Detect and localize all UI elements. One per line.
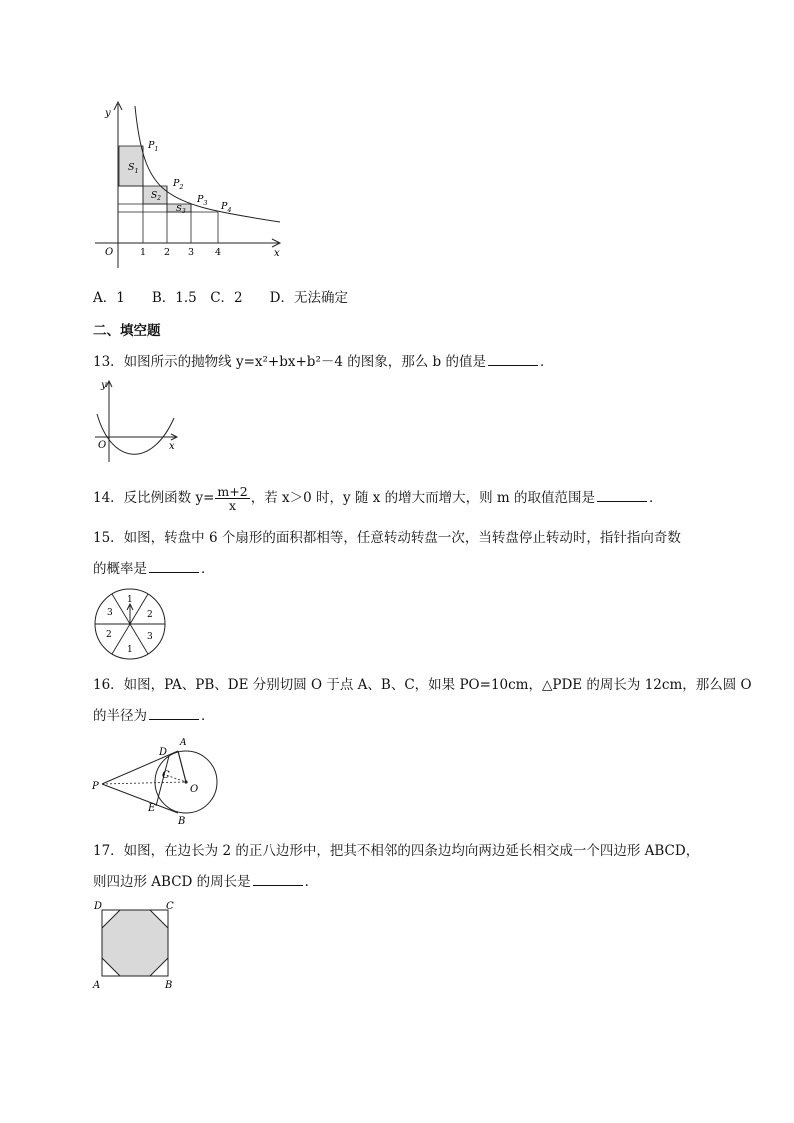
figure-spinner xyxy=(92,587,172,663)
figure-hyperbola-rectangles xyxy=(90,98,290,278)
sector-label: 3 xyxy=(147,632,153,642)
answer-blank xyxy=(488,353,538,366)
octagon xyxy=(102,910,168,976)
label-c: C xyxy=(166,901,174,912)
figure-octagon-square xyxy=(90,898,182,990)
question-15-line1: 15．如图，转盘中 6 个扇形的面积都相等，任意转动转盘一次，当转盘停止转动时，指针指向奇数 xyxy=(93,530,681,546)
question-17-line1: 17．如图，在边长为 2 的正八边形中，把其不相邻的四条边均向两边延长相交成一个四边形 ABCD， xyxy=(93,843,700,859)
label-b: B xyxy=(178,816,186,826)
figure-tangent-circle xyxy=(90,734,230,826)
question-14-text: 14．反比例函数 y= xyxy=(93,490,215,506)
label-p3: $P_3$ xyxy=(197,194,208,207)
question-13-text: 13．如图所示的抛物线 y=x²+bx+b²－4 的图象，那么 b 的值是 xyxy=(93,354,486,370)
question-13: 13．如图所示的抛物线 y=x²+bx+b²－4 的图象，那么 b 的值是 ． xyxy=(93,354,554,370)
label-e: E xyxy=(148,803,156,814)
y-axis-label: y xyxy=(101,380,107,391)
label-c: C xyxy=(162,770,170,781)
segment-po xyxy=(102,782,186,784)
label-p1: $P_1$ xyxy=(148,140,159,153)
x-axis-label: x xyxy=(169,441,175,452)
question-15-line2: 的概率是 ． xyxy=(93,561,215,577)
question-16-line1: 16．如图，PA、PB、DE 分别切圆 O 于点 A、B、C，如果 PO=10cm，△PDE 的周长为 12cm，那么圆 O xyxy=(93,677,752,693)
label-p2: $P_2$ xyxy=(173,178,184,191)
q12-options: A．1 B．1.5 C．2 D．无法确定 xyxy=(93,290,348,306)
label-b: B xyxy=(165,980,173,990)
label-s1: $S_1$ xyxy=(128,162,139,175)
sector-label: 3 xyxy=(107,608,113,618)
label-d: D xyxy=(94,901,103,912)
label-s3: $S_3$ xyxy=(176,204,186,215)
sector-label: 2 xyxy=(106,630,112,640)
label-a: A xyxy=(180,738,187,748)
label-o: O xyxy=(190,784,199,795)
label-p: P xyxy=(92,781,99,792)
tick-label: 2 xyxy=(164,247,171,258)
sector-label: 2 xyxy=(147,610,153,620)
origin-label: O xyxy=(105,247,114,258)
answer-blank xyxy=(149,707,199,720)
question-16-line2: 的半径为 ． xyxy=(93,708,215,724)
tick-label: 3 xyxy=(188,247,195,258)
label-s2: $S_2$ xyxy=(151,191,161,202)
tick-label: 4 xyxy=(215,247,222,258)
x-axis-label: x xyxy=(274,248,280,259)
figure-parabola xyxy=(92,376,182,466)
sector-label: 1 xyxy=(127,645,133,655)
tangent-de xyxy=(156,756,169,806)
answer-blank xyxy=(597,489,647,502)
question-17-line2: 则四边形 ABCD 的周长是 ． xyxy=(93,874,319,890)
fraction: $\frac{m+2}{x}$ xyxy=(217,484,248,513)
tangent-pb xyxy=(102,784,178,813)
radius-oa xyxy=(178,751,186,782)
section-heading: 二、填空题 xyxy=(93,323,161,339)
tick-label: 1 xyxy=(140,247,147,258)
answer-blank xyxy=(149,560,199,573)
label-a: A xyxy=(93,980,101,990)
label-p4: $P_4$ xyxy=(221,201,232,214)
question-14: 14．反比例函数 y= $\frac{m+2}{x}$ ，若 x＞0 时，y 随 x 的增大而增大，则 m 的取值范围是 ． xyxy=(93,484,663,513)
sector-label: 1 xyxy=(127,595,133,605)
origin-label: O xyxy=(98,440,107,451)
label-d: D xyxy=(159,747,168,758)
answer-blank xyxy=(253,873,303,886)
y-axis-label: y xyxy=(105,108,111,119)
